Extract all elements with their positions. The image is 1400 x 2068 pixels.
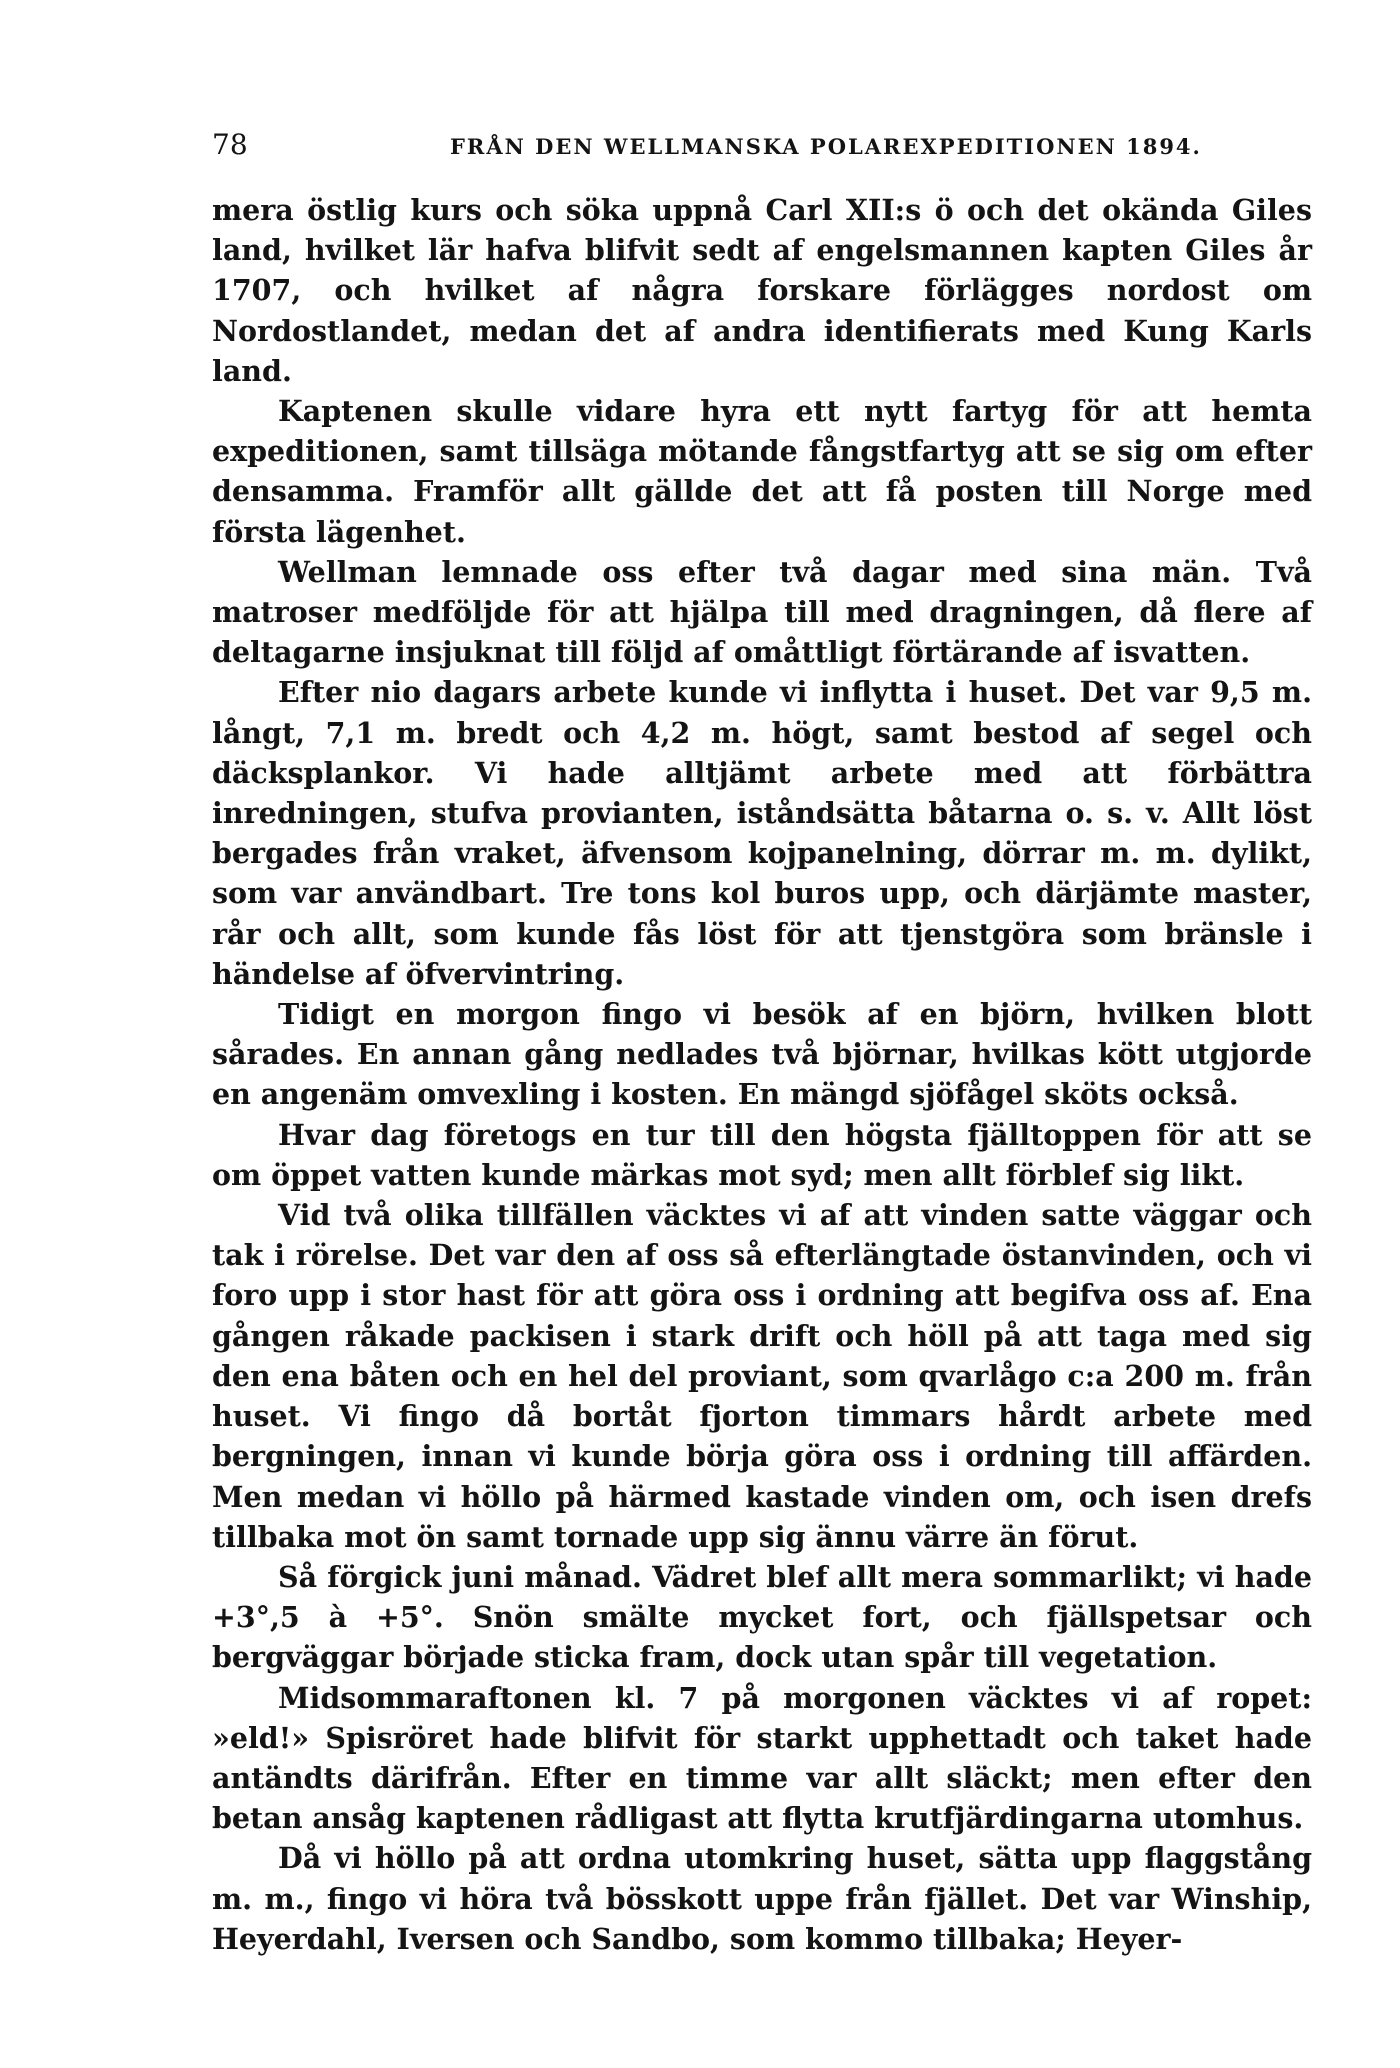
paragraph-1: mera östlig kurs och söka uppnå Carl XII:s ö och det okända Giles land, hvilket lär hafva blifvit sedt af engelsmannen kapten Giles år 1707, och hvilket af några forskare förlägges nordost om Nordostlandet, medan det af andra identifierats med Kung Karls land.: [212, 193, 1312, 388]
paragraph-2: Kaptenen skulle vidare hyra ett nytt fartyg för att hemta expeditionen, samt tillsäga mötande fångstfartyg att se sig om efter densamma. Framför allt gällde det att få posten till Norge med första lägenhet.: [212, 394, 1312, 549]
paragraph-5: Tidigt en morgon fingo vi besök af en björn, hvilken blott sårades. En annan gång nedlades två björnar, hvilkas kött utgjorde en angenäm omvexling i kosten. En mängd sjöfågel sköts också.: [212, 997, 1312, 1112]
page-number: 78: [212, 128, 248, 161]
paragraph-8: Så förgick juni månad. Vädret blef allt mera sommarlikt; vi hade +3°,5 à +5°. Snön smälte mycket fort, och fjällspetsar och bergväggar började sticka fram, dock utan spår till vegetation.: [212, 1559, 1312, 1675]
page-header: [212, 128, 1312, 168]
paragraph-4: Efter nio dagars arbete kunde vi inflytta i huset. Det var 9,5 m. långt, 7,1 m. bredt och 4,2 m. högt, samt bestod af segel och däcksplankor. Vi hade alltjämt arbete med att förbättra inredningen, stufva provianten, iståndsätta båtarna o. s. v. Allt löst bergades från vraket, äfvensom kojpanelning, dörrar m. m. dylikt, som var användbart. Tre tons kol buros upp, och därjämte master, rår och allt, som kunde fås löst för att tjenstgöra som bränsle i händelse af öfvervintring.: [212, 675, 1312, 991]
running-head: FRÅN DEN WELLMANSKA POLAREXPEDITIONEN 1894.: [450, 134, 1202, 159]
paragraph-10: Då vi höllo på att ordna utomkring huset, sätta upp flaggstång m. m., fingo vi höra två bösskott uppe från fjället. Det var Winship, Heyerdahl, Iversen och Sandbo, som kommo tillbaka; Heyer-: [212, 1841, 1312, 1956]
paragraph-7: Vid två olika tillfällen väcktes vi af att vinden satte väggar och tak i rörelse. Det var den af oss så efterlängtade östanvinden, och vi foro upp i stor hast för att göra oss i ordning att begifva oss af. Ena gången råkade packisen i stark drift och höll på att taga med sig den ena båten och en hel del proviant, som qvarlågo c:a 200 m. från huset. Vi fingo då bortåt fjorton timmars hårdt arbete med bergningen, innan vi kunde börja göra oss i ordning till affärden. Men medan vi höllo på härmed kastade vinden om, och isen drefs tillbaka mot ön samt tornade upp sig ännu värre än förut.: [212, 1198, 1312, 1554]
book-page: [212, 128, 1312, 1959]
paragraph-6: Hvar dag företogs en tur till den högsta fjälltoppen för att se om öppet vatten kunde märkas mot syd; men allt förblef sig likt.: [212, 1117, 1312, 1192]
paragraph-3: Wellman lemnade oss efter två dagar med sina män. Två matroser medföljde för att hjälpa till med dragningen, då flere af deltagarne insjuknat till följd af omåttligt förtärande af isvatten.: [212, 554, 1312, 670]
paragraph-9: Midsommaraftonen kl. 7 på morgonen väcktes vi af ropet: »eld!» Spisröret hade blifvit för starkt upphettadt och taket hade antändts därifrån. Efter en timme var allt släckt; men efter den betan ansåg kaptenen rådligast att flytta krutfjärdingarna utomhus.: [212, 1680, 1312, 1836]
body-text: [212, 190, 1312, 1959]
